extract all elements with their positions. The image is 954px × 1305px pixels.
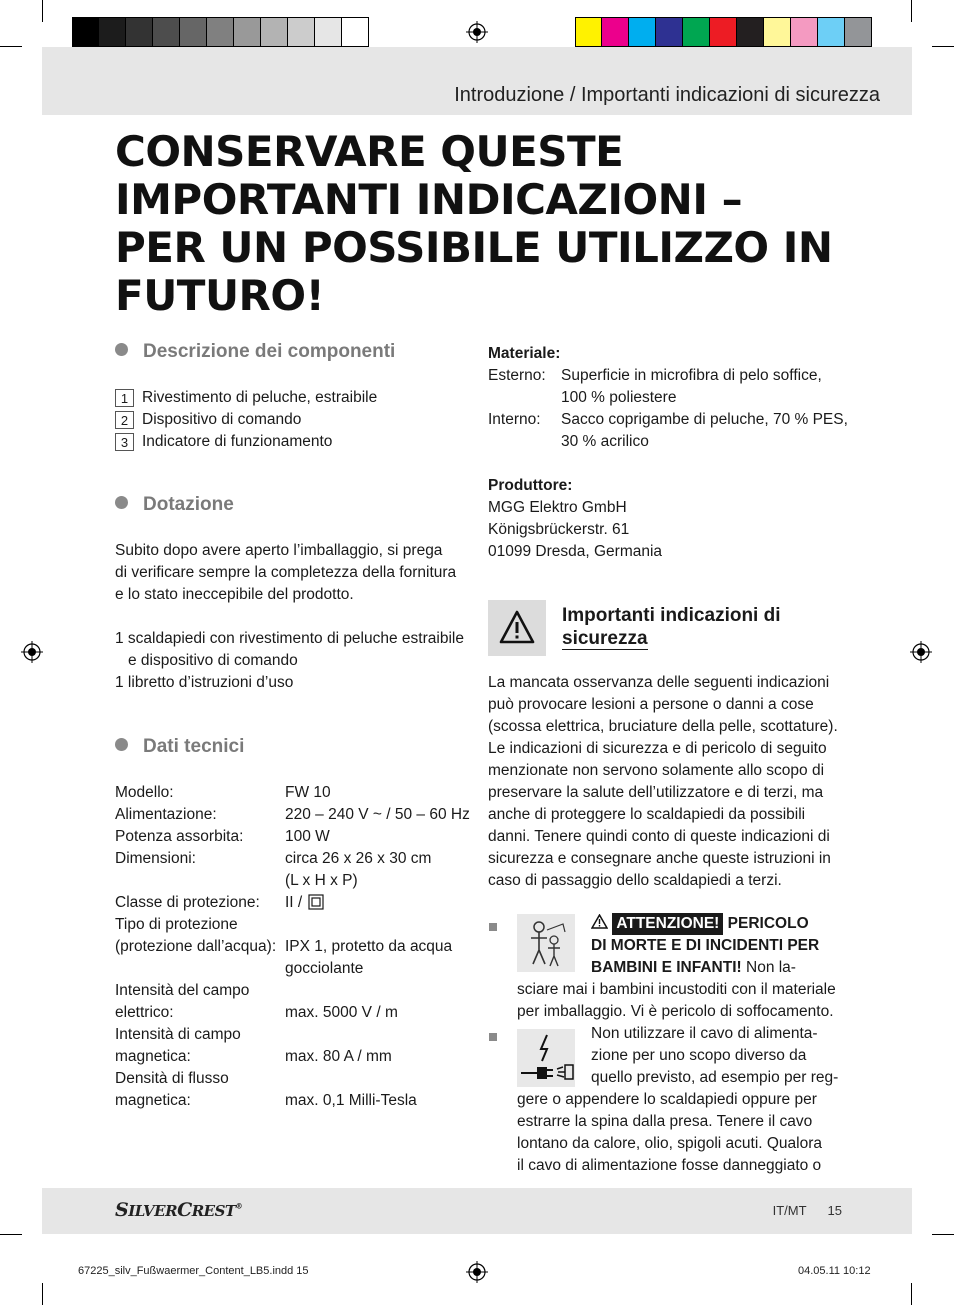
warning-1-body: sciare mai i bambini incustoditi con il materiale per imballaggio. Vi è pericolo di soffocamento. [517,981,836,1020]
section-heading-components: Descrizione dei componenti [115,341,395,363]
spec-value: circa 26 x 26 x 30 cm [285,850,432,867]
materiale-esterno-value: Superficie in microfibra di pelo soffice, 100 % poliestere [561,367,822,406]
registration-mark-icon [910,641,932,663]
color-swatch [99,17,126,47]
language-code: IT/MT [772,1203,807,1218]
spec-value: 100 W [285,828,330,845]
warning-triangle-icon [498,609,536,645]
component-item: 2 Dispositivo di comando [115,409,301,431]
color-swatch [315,17,342,47]
color-swatch [126,17,153,47]
spec-label: Intensità del campo [115,982,250,999]
attention-badge: ATTENZIONE! [612,913,723,935]
list-bullet-icon [489,1033,497,1041]
list-bullet-icon [489,923,497,931]
slug-date: 04.05.11 10:12 [798,1265,871,1277]
color-swatch [629,17,656,47]
color-swatch [342,17,369,47]
spec-label: Modello: [115,784,174,801]
color-swatch [153,17,180,47]
color-swatch [656,17,683,47]
spec-label: Tipo di protezione [115,916,238,933]
color-swatch [72,17,99,47]
spec-value: (L x H x P) [285,872,358,889]
spec-value: max. 0,1 Milli-Tesla [285,1092,417,1109]
produttore-block: Produttore: MGG Elektro GmbH Königsbrückerstr. 61 01099 Dresda, Germania [488,477,663,560]
bullet-icon [115,496,128,509]
spec-value: max. 80 A / mm [285,1048,392,1065]
section-heading-dotazione: Dotazione [115,494,234,516]
color-swatch [234,17,261,47]
safety-paragraph: La mancata osservanza delle seguenti indicazioni può provocare lesioni a persone o danni a cose (scossa elettrica, bruciature della pelle, scottature). Le indicazioni di sicurezza e di pericolo di seguito menzionate non servono solamente allo scopo di preservare la salute dell’utilizzatore e di terzi, ma anche di proteggere lo scaldapiedi da possibili danni. Tenere quindi conto di queste indicazioni di sicurezza e consegnare anche queste istruzioni in caso di passaggio dello scaldapiedi a terzi. [488,674,838,889]
color-swatch [845,17,872,47]
bullet-icon [115,343,128,356]
slug-file: 67225_silv_Fußwaermer_Content_LB5.indd 15 [78,1265,309,1277]
dotazione-list: 1 scaldapiedi con rivestimento di peluche estraibile e dispositivo di comando 1 libretto d’istruzioni d’uso [115,630,464,691]
warning-1-head: ATTENZIONE! PERICOLO DI MORTE E DI INCIDENTI PER BAMBINI E INFANTI! Non la- [591,915,820,976]
warning-2-head: Non utilizzare il cavo di alimenta- zione per uno scopo diverso da quello previsto, ad esempio per reg- [591,1025,839,1086]
component-item: 3 Indicatore di funzionamento [115,431,332,453]
color-swatch [575,17,602,47]
spec-label: Alimentazione: [115,806,217,823]
color-swatch [818,17,845,47]
child-warning-pictogram-icon [517,914,575,972]
warning-small-icon [591,914,608,929]
spec-label: elettrico: [115,1004,174,1021]
color-swatch [737,17,764,47]
warning-icon-box [488,600,546,656]
spec-value: 220 – 240 V ~ / 50 – 60 Hz [285,806,470,823]
registration-mark-icon [21,641,43,663]
materiale-interno-label: Interno: [488,411,541,428]
color-swatch [207,17,234,47]
materiale-esterno-label: Esterno: [488,367,546,384]
spec-label: (protezione dall’acqua): [115,938,277,955]
spec-value: max. 5000 V / m [285,1004,398,1021]
color-swatch [683,17,710,47]
color-swatch [791,17,818,47]
spec-value: FW 10 [285,784,331,801]
page-title: CONSERVARE QUESTE IMPORTANTI INDICAZIONI – PER UN POSSIBILE UTILIZZO IN FUTURO! [115,127,833,320]
spec-label: Dimensioni: [115,850,196,867]
spec-label: Intensità di campo [115,1026,241,1043]
color-swatch [261,17,288,47]
spec-value: gocciolante [285,960,364,977]
gray-color-bar [72,17,369,47]
materiale-interno-value: Sacco coprigambe di peluche, 70 % PES, 30 % acrilico [561,411,848,450]
process-color-bar [575,17,872,47]
warning-2-body: gere o appendere lo scaldapiedi oppure per estrarre la spina dalla presa. Tenere il cavo lontano da calore, olio, spigoli acuti. Qualora il cavo di alimentazione fosse danneggiato o [517,1091,823,1174]
spec-value: II / [285,894,303,911]
spec-label: Potenza assorbita: [115,828,244,845]
section-heading-tech: Dati tecnici [115,736,244,758]
spec-value: IPX 1, protetto da acqua [285,938,453,955]
spec-label: magnetica: [115,1048,191,1065]
protection-class-icon [308,894,324,910]
page-number: 15 [827,1203,842,1218]
color-swatch [602,17,629,47]
registration-mark-icon [466,1261,488,1283]
page-footer-info [773,1203,842,1218]
dotazione-paragraph: Subito dopo avere aperto l’imballaggio, si prega di verificare sempre la completezza della fornitura e lo stato ineccepibile del prodotto. [115,542,457,603]
component-item: 1 Rivestimento di peluche, estraibile [115,387,377,409]
spec-label: Densità di flusso [115,1070,229,1087]
color-swatch [288,17,315,47]
spec-label: Classe di protezione: [115,894,260,911]
header-title: Introduzione / Importanti indicazioni di sicurezza [454,84,880,106]
color-swatch [764,17,791,47]
safety-heading: Importanti indicazioni di sicurezza [562,605,781,649]
bullet-icon [115,738,128,751]
color-swatch [710,17,737,47]
cable-warning-pictogram-icon [517,1029,575,1087]
spec-label: magnetica: [115,1092,191,1109]
registration-mark-icon [466,21,488,43]
materiale-heading: Materiale: [488,345,561,362]
color-swatch [180,17,207,47]
silvercrest-logo: SILVERCREST® [115,1199,243,1221]
